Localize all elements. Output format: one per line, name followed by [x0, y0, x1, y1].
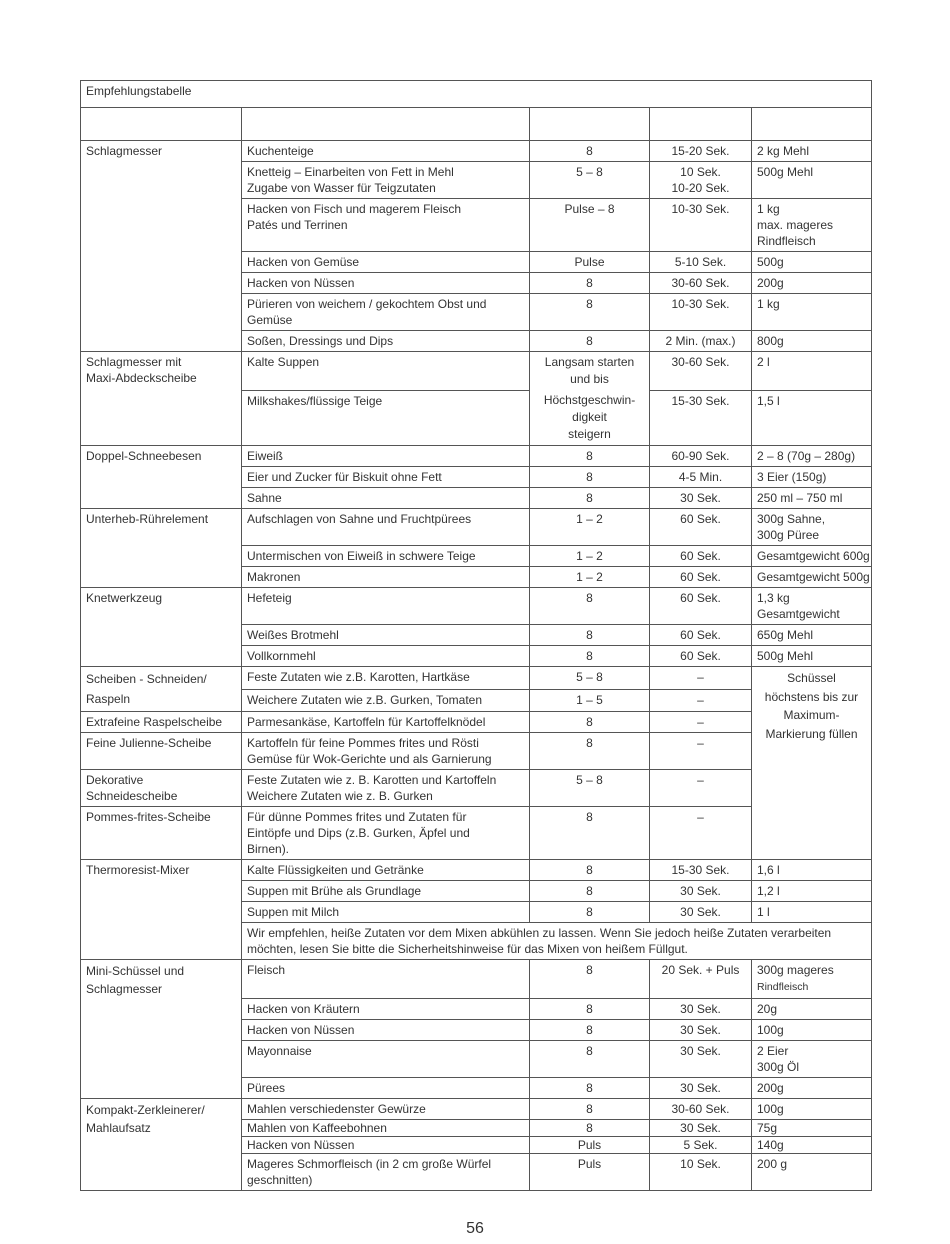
tool-cell: Mini-Schüssel und Schlagmesser — [81, 960, 242, 1099]
time-cell: 30 Sek. — [650, 1078, 752, 1099]
header-cell-tool — [81, 108, 242, 141]
quantity-cell: 20g — [752, 999, 872, 1020]
food-cell: Feste Zutaten wie z.B. Karotten, Hartkäse — [242, 667, 530, 690]
speed-cell: Pulse — [530, 252, 650, 273]
quantity-line: 300g mageres — [757, 963, 834, 977]
food-cell: Hacken von Gemüse — [242, 252, 530, 273]
table-row — [81, 588, 872, 625]
food-cell: Mageres Schmorfleisch (in 2 cm große Würfel geschnitten) — [242, 1154, 530, 1191]
food-cell: Kalte Flüssigkeiten und Getränke — [242, 860, 530, 881]
quantity-cell: 2 kg Mehl — [752, 141, 872, 162]
food-cell: Hacken von Kräutern — [242, 999, 530, 1020]
food-cell: Suppen mit Brühe als Grundlage — [242, 881, 530, 902]
speed-cell: 8 — [530, 712, 650, 733]
speed-cell: 8 — [530, 646, 650, 667]
food-cell: Weichere Zutaten wie z.B. Gurken, Tomaten — [242, 689, 530, 712]
header-cell-speed — [530, 108, 650, 141]
food-cell: Makronen — [242, 567, 530, 588]
time-cell: 60 Sek. — [650, 588, 752, 625]
quantity-cell — [752, 960, 872, 999]
time-cell: 30-60 Sek. — [650, 352, 752, 391]
header-cell-quantity — [752, 108, 872, 141]
speed-cell: 5 – 8 — [530, 770, 650, 807]
tool-cell: Extrafeine Raspelscheibe — [81, 712, 242, 733]
time-cell: 30 Sek. — [650, 488, 752, 509]
food-cell: Parmesankäse, Kartoffeln für Kartoffelknödel — [242, 712, 530, 733]
food-cell: Pürieren von weichem / gekochtem Obst und Gemüse — [242, 294, 530, 331]
quantity-cell: 2 l — [752, 352, 872, 391]
food-cell: Hacken von Nüssen — [242, 273, 530, 294]
quantity-cell: 200 g — [752, 1154, 872, 1191]
food-cell: Hacken von Fisch und magerem Fleisch Patés und Terrinen — [242, 199, 530, 252]
quantity-cell: 650g Mehl — [752, 625, 872, 646]
food-cell: Aufschlagen von Sahne und Fruchtpürees — [242, 509, 530, 546]
food-cell: Fleisch — [242, 960, 530, 999]
speed-cell: 8 — [530, 881, 650, 902]
quantity-cell: 800g — [752, 331, 872, 352]
time-cell: 10-30 Sek. — [650, 199, 752, 252]
table-row — [81, 446, 872, 467]
time-cell: 30 Sek. — [650, 1020, 752, 1041]
time-cell: 5 Sek. — [650, 1137, 752, 1154]
table-row — [81, 960, 872, 999]
time-cell: 20 Sek. + Puls — [650, 960, 752, 999]
speed-cell: 8 — [530, 807, 650, 860]
speed-cell: Puls — [530, 1154, 650, 1191]
time-cell: 60 Sek. — [650, 546, 752, 567]
time-cell: – — [650, 689, 752, 712]
quantity-cell: 2 – 8 (70g – 280g) — [752, 446, 872, 467]
time-cell: 60 Sek. — [650, 625, 752, 646]
speed-cell: 8 — [530, 446, 650, 467]
quantity-cell: 500g Mehl — [752, 162, 872, 199]
time-cell: 60 Sek. — [650, 567, 752, 588]
time-cell: – — [650, 807, 752, 860]
header-row — [81, 108, 872, 141]
quantity-cell: 1,2 l — [752, 881, 872, 902]
food-cell: Untermischen von Eiweiß in schwere Teige — [242, 546, 530, 567]
time-cell: 10 Sek. — [650, 1154, 752, 1191]
speed-cell: 8 — [530, 902, 650, 923]
quantity-cell: 2 Eier 300g Öl — [752, 1041, 872, 1078]
table-row — [81, 352, 872, 391]
time-cell: 10-30 Sek. — [650, 294, 752, 331]
speed-cell: 8 — [530, 467, 650, 488]
quantity-cell: 1,3 kg Gesamtgewicht — [752, 588, 872, 625]
speed-cell: 5 – 8 — [530, 162, 650, 199]
table-row — [81, 1099, 872, 1120]
food-cell: Kuchenteige — [242, 141, 530, 162]
tool-cell: Knetwerkzeug — [81, 588, 242, 667]
time-cell: 4-5 Min. — [650, 467, 752, 488]
speed-cell: 8 — [530, 860, 650, 881]
food-cell: Hacken von Nüssen — [242, 1020, 530, 1041]
tool-cell: Schlagmesser — [81, 141, 242, 352]
food-cell: Kalte Suppen — [242, 352, 530, 391]
speed-cell: 8 — [530, 1078, 650, 1099]
speed-cell: 8 — [530, 588, 650, 625]
food-cell: Feste Zutaten wie z. B. Karotten und Kartoffeln Weichere Zutaten wie z. B. Gurken — [242, 770, 530, 807]
speed-cell: 8 — [530, 999, 650, 1020]
quantity-cell: Gesamtgewicht 500g — [752, 567, 872, 588]
quantity-note-cell: Schüssel höchstens bis zur Maximum- Markierung füllen — [752, 667, 872, 860]
food-cell: Suppen mit Milch — [242, 902, 530, 923]
speed-cell: 8 — [530, 1020, 650, 1041]
quantity-cell: 75g — [752, 1120, 872, 1137]
food-cell: Für dünne Pommes frites und Zutaten für Eintöpfe und Dips (z.B. Gurken, Äpfel und Birnen). — [242, 807, 530, 860]
page-number: 56 — [466, 1220, 484, 1237]
speed-cell: 8 — [530, 625, 650, 646]
speed-cell: 8 — [530, 1120, 650, 1137]
food-cell: Soßen, Dressings und Dips — [242, 331, 530, 352]
time-cell: 30 Sek. — [650, 902, 752, 923]
hot-ingredients-note: Wir empfehlen, heiße Zutaten vor dem Mixen abkühlen zu lassen. Wenn Sie jedoch heiße Zutaten verarbeiten möchten, lesen Sie bitte die Sicherheitshinweise für das Mixen von heißem Füllgut. — [242, 923, 872, 960]
time-cell: 15-20 Sek. — [650, 141, 752, 162]
table-row — [81, 667, 872, 690]
food-cell: Eiweiß — [242, 446, 530, 467]
table-row — [81, 860, 872, 881]
table-title: Empfehlungstabelle — [81, 81, 872, 108]
quantity-cell: 1 kg — [752, 294, 872, 331]
speed-cell: 1 – 2 — [530, 567, 650, 588]
food-cell: Hacken von Nüssen — [242, 1137, 530, 1154]
food-cell: Vollkornmehl — [242, 646, 530, 667]
speed-cell: 8 — [530, 331, 650, 352]
time-cell: 30 Sek. — [650, 1041, 752, 1078]
quantity-cell: 3 Eier (150g) — [752, 467, 872, 488]
food-cell: Weißes Brotmehl — [242, 625, 530, 646]
header-cell-time — [650, 108, 752, 141]
header-cell-food — [242, 108, 530, 141]
time-cell: – — [650, 733, 752, 770]
speed-cell: Langsam starten und bis — [530, 352, 650, 391]
quantity-cell: 1 kg max. mageres Rindfleisch — [752, 199, 872, 252]
time-cell: 30 Sek. — [650, 881, 752, 902]
tool-cell: Pommes-frites-Scheibe — [81, 807, 242, 860]
time-cell: 15-30 Sek. — [650, 390, 752, 446]
quantity-cell: 200g — [752, 273, 872, 294]
speed-cell: Puls — [530, 1137, 650, 1154]
tool-cell: Feine Julienne-Scheibe — [81, 733, 242, 770]
quantity-cell: 100g — [752, 1020, 872, 1041]
time-cell: 60 Sek. — [650, 646, 752, 667]
recommendation-table — [80, 80, 872, 1191]
tool-cell: Dekorative Schneidescheibe — [81, 770, 242, 807]
food-cell: Milkshakes/flüssige Teige — [242, 390, 530, 446]
speed-cell: 8 — [530, 488, 650, 509]
speed-cell: 8 — [530, 273, 650, 294]
speed-cell: 8 — [530, 294, 650, 331]
food-cell: Knetteig – Einarbeiten von Fett in Mehl Zugabe von Wasser für Teigzutaten — [242, 162, 530, 199]
tool-cell: Doppel-Schneebesen — [81, 446, 242, 509]
time-cell: 10 Sek. 10-20 Sek. — [650, 162, 752, 199]
food-cell: Mayonnaise — [242, 1041, 530, 1078]
quantity-line: Rindfleisch — [757, 981, 809, 993]
food-cell: Mahlen verschiedenster Gewürze — [242, 1099, 530, 1120]
speed-cell: Pulse – 8 — [530, 199, 650, 252]
time-cell: – — [650, 770, 752, 807]
food-cell: Sahne — [242, 488, 530, 509]
quantity-cell: 300g Sahne, 300g Püree — [752, 509, 872, 546]
quantity-cell: 500g Mehl — [752, 646, 872, 667]
time-cell: – — [650, 712, 752, 733]
speed-cell: 1 – 2 — [530, 546, 650, 567]
time-cell: 2 Min. (max.) — [650, 331, 752, 352]
time-cell: 60-90 Sek. — [650, 446, 752, 467]
food-cell: Kartoffeln für feine Pommes frites und Rösti Gemüse für Wok-Gerichte und als Garnierung — [242, 733, 530, 770]
time-cell: 30-60 Sek. — [650, 1099, 752, 1120]
speed-cell: 8 — [530, 733, 650, 770]
quantity-cell: 100g — [752, 1099, 872, 1120]
speed-cell: 5 – 8 — [530, 667, 650, 690]
quantity-cell: 1 l — [752, 902, 872, 923]
quantity-cell: 500g — [752, 252, 872, 273]
quantity-cell: 1,6 l — [752, 860, 872, 881]
time-cell: – — [650, 667, 752, 690]
speed-cell: 8 — [530, 1041, 650, 1078]
time-cell: 30 Sek. — [650, 999, 752, 1020]
speed-cell: 1 – 5 — [530, 689, 650, 712]
time-cell: 5-10 Sek. — [650, 252, 752, 273]
time-cell: 60 Sek. — [650, 509, 752, 546]
quantity-cell: Gesamtgewicht 600g — [752, 546, 872, 567]
speed-cell: Höchstgeschwin- digkeit steigern — [530, 390, 650, 446]
tool-cell: Schlagmesser mit Maxi-Abdeckscheibe — [81, 352, 242, 446]
table-row — [81, 509, 872, 546]
food-cell: Pürees — [242, 1078, 530, 1099]
quantity-cell: 140g — [752, 1137, 872, 1154]
speed-cell: 8 — [530, 141, 650, 162]
tool-cell: Kompakt-Zerkleinerer/ Mahlaufsatz — [81, 1099, 242, 1191]
tool-cell: Scheiben - Schneiden/ Raspeln — [81, 667, 242, 712]
quantity-cell: 250 ml – 750 ml — [752, 488, 872, 509]
food-cell: Hefeteig — [242, 588, 530, 625]
time-cell: 15-30 Sek. — [650, 860, 752, 881]
table-row — [81, 141, 872, 162]
food-cell: Mahlen von Kaffeebohnen — [242, 1120, 530, 1137]
tool-cell: Thermoresist-Mixer — [81, 860, 242, 960]
quantity-cell: 1,5 l — [752, 390, 872, 446]
tool-cell: Unterheb-Rührelement — [81, 509, 242, 588]
food-cell: Eier und Zucker für Biskuit ohne Fett — [242, 467, 530, 488]
speed-cell: 8 — [530, 960, 650, 999]
time-cell: 30 Sek. — [650, 1120, 752, 1137]
quantity-cell: 200g — [752, 1078, 872, 1099]
speed-cell: 8 — [530, 1099, 650, 1120]
speed-cell: 1 – 2 — [530, 509, 650, 546]
time-cell: 30-60 Sek. — [650, 273, 752, 294]
